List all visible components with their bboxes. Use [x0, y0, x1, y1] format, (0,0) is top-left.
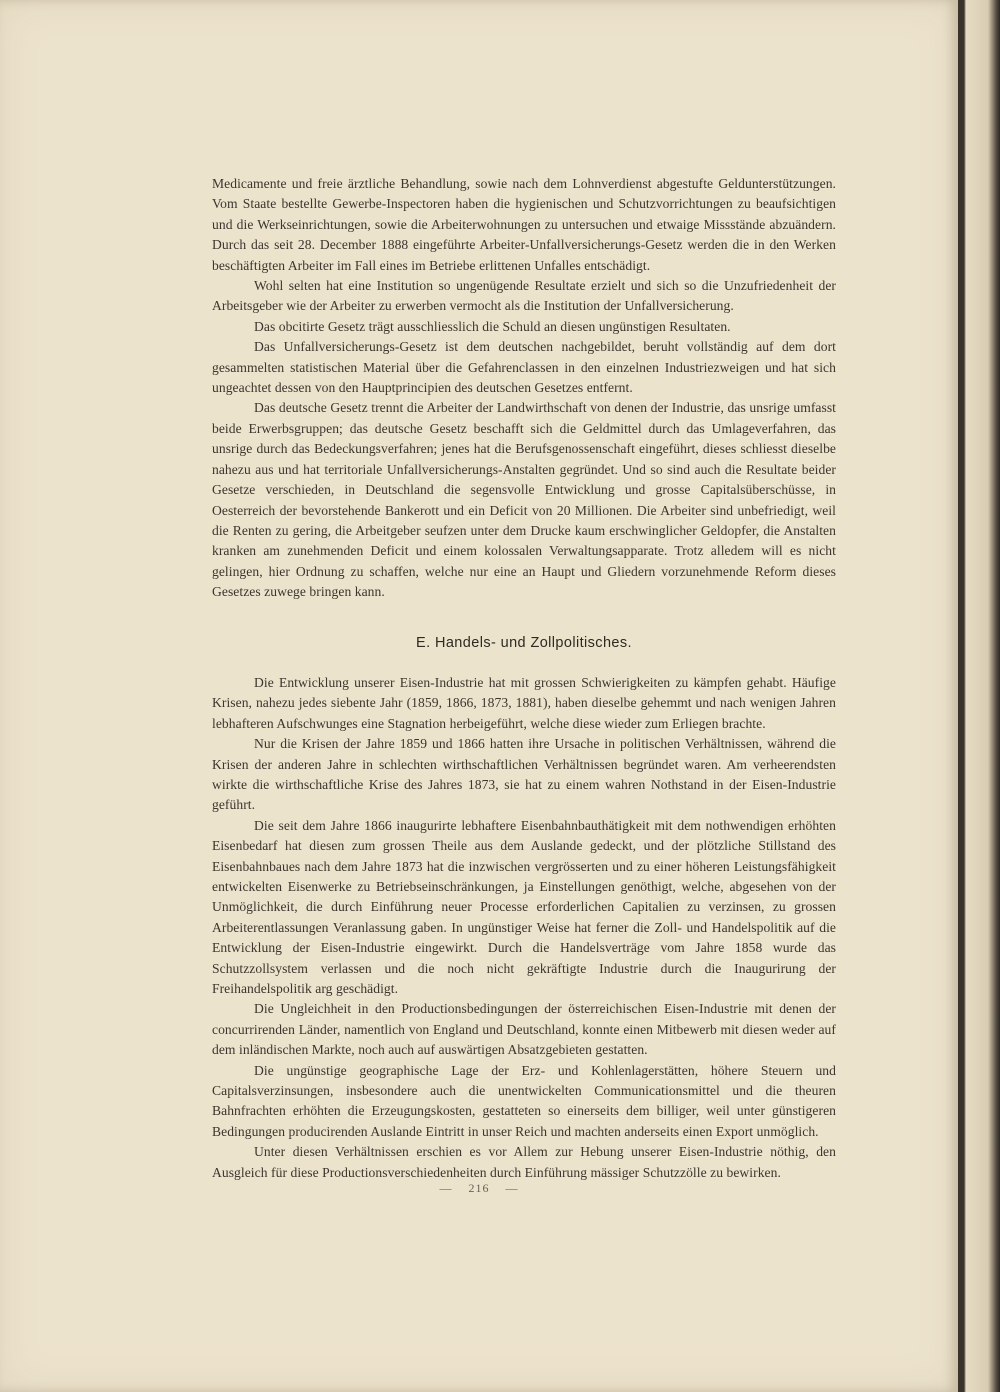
paragraph: Die ungünstige geographische Lage der Erz- und Kohlenlagerstätten, höhere Steuern und Capitalsverzinsungen, insbesondere auch die unentwickelten Communicationsmittel und die theuren Bahnfrachten erhöhten die Erzeugungskosten, gestatteten so einerseits dem billiger, weil unter günstigeren Bedingungen producirenden Auslande Eintritt in unser Reich und machten anderseits einen Export unmöglich.	[212, 1062, 836, 1139]
page-edge	[958, 0, 1000, 1392]
paragraph: Das Unfallversicherungs-Gesetz ist dem deutschen nachgebildet, beruht vollständig auf dem dort gesammelten statistischen Material über die Gefahrenclassen in den einzelnen Industriezweigen und hat sich ungeachtet dessen von den Hauptprincipien des deutschen Gesetzes entfernt.	[212, 339, 836, 396]
section-heading: E. Handels- und Zollpolitisches.	[416, 634, 632, 651]
paragraph: Die Entwicklung unserer Eisen-Industrie hat mit grossen Schwierigkeiten zu kämpfen gehabt. Häufige Krisen, nahezu jedes siebente Jahr (1859, 1866, 1873, 1881), haben dieselbe gehemmt und nach wenigen Jahren lebhafteren Aufschwunges eine Stagnation herbeigeführt, welche diese wieder zum Erliegen brachte.	[212, 674, 836, 731]
page-number-line	[0, 1181, 958, 1196]
folio-dash-right: —	[505, 1181, 519, 1195]
paragraph: Das obcitirte Gesetz trägt ausschliesslich die Schuld an diesen ungünstigen Resultaten.	[254, 318, 731, 334]
paragraph: Die seit dem Jahre 1866 inaugurirte lebhaftere Eisenbahnbauthätigkeit mit dem nothwendigen erhöhten Eisenbedarf hat diesen zum grossen Theile aus dem Auslande gedeckt, und der plötzliche Stillstand des Eisenbahnbaues nach dem Jahre 1873 hat die inzwischen vergrösserten und zu einer höheren Leistungsfähigkeit entwickelten Eisenwerke zu Betriebseinschränkungen, ja Einstellungen genöthigt, welche, abgesehen von der Unmöglichkeit, die durch Einführung neuer Processe erforderlichen Capitalien zu verzinsen, zu grossen Arbeiterentlassungen Veranlassung gaben. In ungünstiger Weise hat ferner die Zoll- und Handelspolitik auf die Entwicklung der Eisen-Industrie eingewirkt. Durch die Handelsverträge vom Jahre 1858 wurde das Schutzzollsystem verlassen und die noch nicht gekräftigte Industrie durch die Inaugurirung der Freihandelspolitik arg geschädigt.	[212, 817, 836, 997]
paragraph: Unter diesen Verhältnissen erschien es vor Allem zur Hebung unserer Eisen-Industrie nöthig, den Ausgleich für diese Productionsverschiedenheiten durch Einführung mässiger Schutzzölle zu bewirken.	[212, 1144, 836, 1180]
page-number: 216	[468, 1181, 490, 1195]
paragraph: Medicamente und freie ärztliche Behandlung, sowie nach dem Lohnverdienst abgestufte Geldunterstützungen. Vom Staate bestellte Gewerbe-Inspectoren haben die hygienischen und Schutzvorrichtungen zu beaufsichtigen und die Werkseinrichtungen, sowie die Arbeiterwohnungen zu untersuchen und etwaige Missstände abzuändern. Durch das seit 28. December 1888 eingeführte Arbeiter-Unfallversicherungs-Gesetz werden die in den Werken beschäftigten Arbeiter im Fall eines im Betriebe erlittenen Unfalles entschädigt.	[212, 176, 836, 273]
paragraph: Das deutsche Gesetz trennt die Arbeiter der Landwirthschaft von denen der Industrie, das unsrige umfasst beide Erwerbsgruppen; das deutsche Gesetz beschafft sich die Geldmittel durch das Umlageverfahren, das unsrige durch das Bedeckungsverfahren; jenes hat die Berufsgenossenschaft eingeführt, dieses schliesst dieselbe nahezu aus und hat territoriale Unfallversicherungs-Anstalten gegründet. Und so sind auch die Resultate beider Gesetze verschieden, in Deutschland die segensvolle Entwicklung und grosse Capitalsüberschüsse, in Oesterreich der bevorstehende Bankerott und ein Deficit von 20 Millionen. Die Arbeiter sind unbefriedigt, weil die Renten zu gering, die Arbeitgeber seufzen unter dem Drucke kaum erschwinglicher Geldopfer, die Anstalten kranken am zunehmenden Deficit und einem kolossalen Verwaltungsapparate. Trotz alledem will es nicht gelingen, hier Ordnung zu schaffen, welche nur eine an Haupt und Gliedern vorzunehmende Reform dieses Gesetzes zuwege bringen kann.	[212, 400, 836, 600]
folio-dash-left: —	[439, 1181, 453, 1195]
body-text	[212, 174, 836, 1183]
paragraph: Nur die Krisen der Jahre 1859 und 1866 hatten ihre Ursache in politischen Verhältnissen, während die Krisen der anderen Jahre in schlechten wirthschaftlichen Verhältnissen begründet waren. Am verheerendsten wirkte die wirthschaftliche Krise des Jahres 1873, sie hat zu einem wahren Nothstand in der Eisen-Industrie geführt.	[212, 736, 836, 813]
paragraph: Wohl selten hat eine Institution so ungenügende Resultate erzielt und sich so die Unzufriedenheit der Arbeitsgeber wie der Arbeiter zu erwerben vermocht als die Institution der Unfallversicherung.	[212, 278, 836, 314]
paragraph: Die Ungleichheit in den Productionsbedingungen der österreichischen Eisen-Industrie mit denen der concurrirenden Länder, namentlich von England und Deutschland, konnte einen Mitbewerb mit diesen weder auf dem inländischen Markte, noch auch auf auswärtigen Absatzgebieten gestatten.	[212, 1001, 836, 1058]
